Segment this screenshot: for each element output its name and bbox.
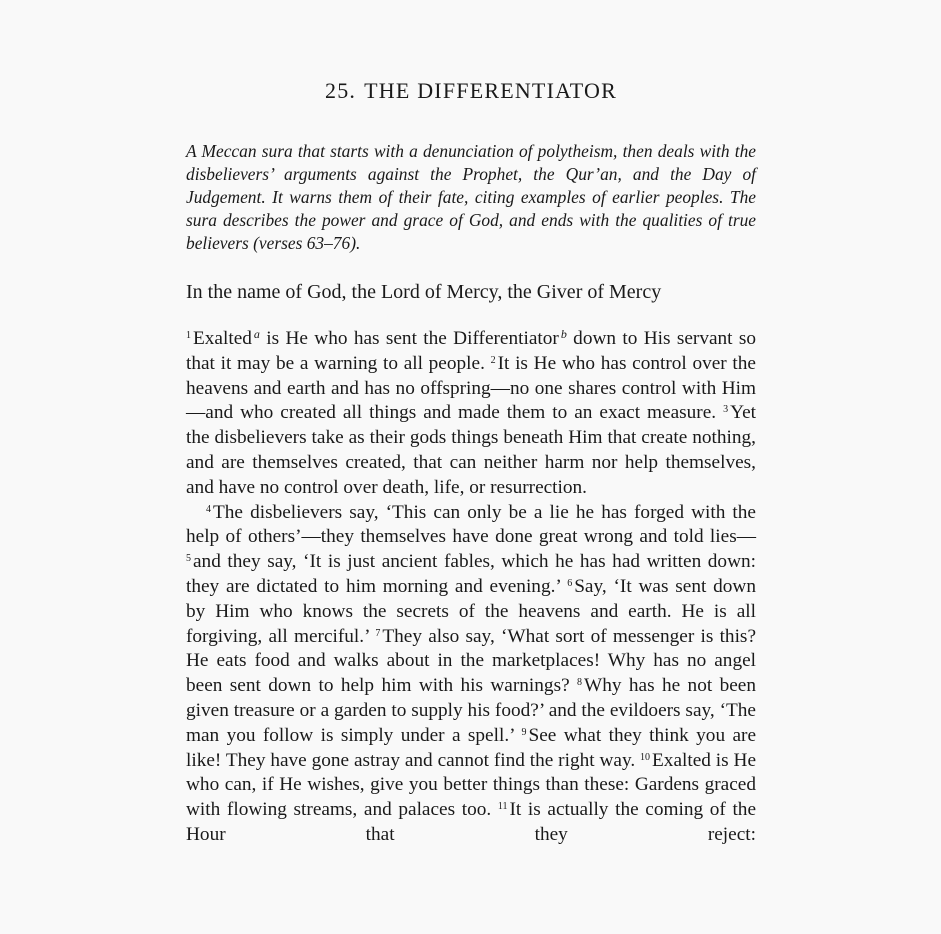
verse-number: 2 — [490, 354, 496, 366]
verse-text-segment: Say, ‘It was sent down by Him who knows the secrets of the heavens and earth. He is all forgiving, all merciful.’ — [186, 575, 756, 647]
verse-number: 3 — [723, 404, 729, 416]
verse-text-segment: Exalted — [193, 328, 252, 349]
verse-number: 8 — [577, 677, 583, 689]
footnote-marker[interactable]: b — [560, 327, 567, 341]
verse-text — [186, 327, 756, 848]
footnote-marker[interactable]: a — [253, 327, 260, 341]
verse-number: 9 — [521, 726, 527, 738]
invocation: In the name of God, the Lord of Mercy, the Giver of Mercy — [186, 281, 662, 303]
chapter-title — [186, 76, 756, 106]
book-page — [186, 70, 756, 848]
sura-introduction: A Meccan sura that starts with a denunciation of polytheism, then deals with the disbelievers’ arguments against the Prophet, the Qur’an, and the Day of Judgement. It warns them of their fate, citing examples of earlier peoples. The sura describes the power and grace of God, and ends with the qualities of true believers (verses 63–76). — [186, 141, 756, 253]
verse-text-segment: They also say, ‘What sort of messenger is this? He eats food and walks about in the marketplaces! Why has no angel been sent down to help him with his warnings? — [186, 625, 756, 697]
verse-number: 1 — [186, 330, 191, 341]
verse-number: 10 — [640, 751, 651, 763]
verse-text-segment: See what they think you are like! They have gone astray and cannot find the right way. — [186, 724, 757, 771]
verse-paragraph — [186, 501, 756, 848]
verse-paragraph — [186, 327, 756, 501]
verse-text-segment: is He who has sent the Differentiator — [259, 328, 559, 349]
verse-text-segment: Why has he not been given treasure or a garden to supply his food?’ and the evildoers say, ‘The man you follow is simply under a spell.’ — [186, 675, 756, 746]
verse-text-segment: The disbelievers say, ‘This can only be a lie he has forged with the help of others’—they themselves have done great wrong and told lies— — [186, 501, 756, 548]
verse-text-segment: and they say, ‘It is just ancient fables, which he has had written down: they are dictated to him morning and evening.’ — [186, 551, 756, 597]
chapter-name: THE DIFFERENTIATOR — [364, 78, 617, 103]
chapter-number: 25. — [325, 78, 357, 103]
verse-number: 5 — [186, 553, 191, 565]
verse-text-segment: Yet the disbelievers take as their gods things beneath Him that create nothing, and are themselves created, that can neither harm nor help themselves, and have no control over death, life, or resurrection. — [186, 402, 756, 498]
verse-text-segment: It is He who has control over the heavens and earth and has no offspring—no one shares control with Him—and who created all things and made them to an exact measure. — [186, 352, 756, 424]
verse-text-segment: It is actually the coming of the Hour that they reject: — [186, 799, 757, 845]
verse-text-segment: Exalted is He who can, if He wishes, give you better things than these: Gardens graced with flowing streams, and palaces too. — [186, 749, 756, 821]
verse-number: 11 — [497, 801, 508, 813]
verse-number: 7 — [375, 627, 381, 639]
verse-number: 6 — [567, 577, 573, 589]
verse-text-segment: down to His servant so that it may be a warning to all people. — [186, 328, 757, 374]
verse-number: 4 — [206, 503, 211, 515]
